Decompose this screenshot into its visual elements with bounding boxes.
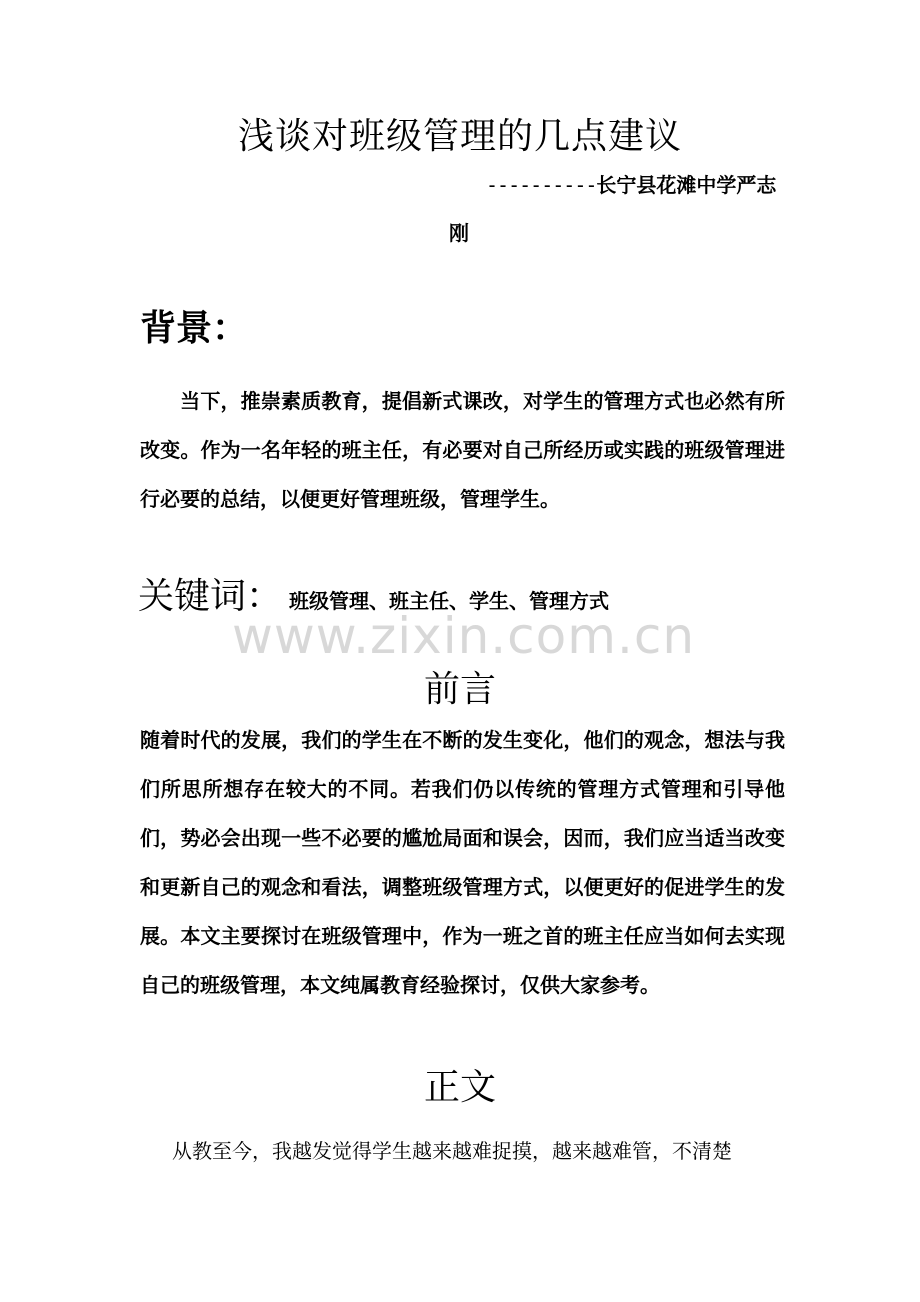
background-paragraph-text: 当下，推崇素质教育，提倡新式课改，对学生的管理方式也必然有所改变。作为一名年轻的班主任，有必要对自己所经历或实践的班级管理进行必要的总结，以便更好管理班级，管理学生。	[140, 389, 785, 511]
author-dashes: ----------	[486, 173, 597, 197]
main-body-paragraph-text: 从教至今，我越发觉得学生越来越难捉摸，越来越难管，不清楚	[172, 1139, 732, 1163]
keywords-text: 班级管理、班主任、学生、管理方式	[289, 589, 609, 613]
background-heading: 背景：	[140, 307, 249, 349]
preface-paragraph: 随着时代的发展，我们的学生在不断的发生变化，他们的观念，想法与我们所思所想存在较大的不同。若我们仍以传统的管理方式管理和引导他们，势必会出现一些不必要的尴尬局面和误会，因而，我们应当适当改变和更新自己的观念和看法，调整班级管理方式，以便更好的促进学生的发展。本文主要探讨在班级管理中，作为一班之首的班主任应当如何去实现自己的班级管理，本文纯属教育经验探讨，仅供大家参考。	[140, 728, 785, 997]
watermark: www.zixin.com.cn	[232, 607, 696, 665]
main-body-heading: 正文	[423, 1067, 496, 1108]
background-paragraph	[140, 377, 785, 524]
main-body-paragraph	[140, 1127, 785, 1176]
author-line	[486, 170, 776, 200]
author-name-wrap: 刚	[449, 221, 469, 245]
author-affiliation: 长宁县花滩中学严志	[596, 173, 777, 197]
preface-heading: 前言	[423, 669, 496, 710]
document-title: 浅谈对班级管理的几点建议	[237, 116, 682, 157]
keywords-label: 关键词：	[138, 576, 283, 617]
